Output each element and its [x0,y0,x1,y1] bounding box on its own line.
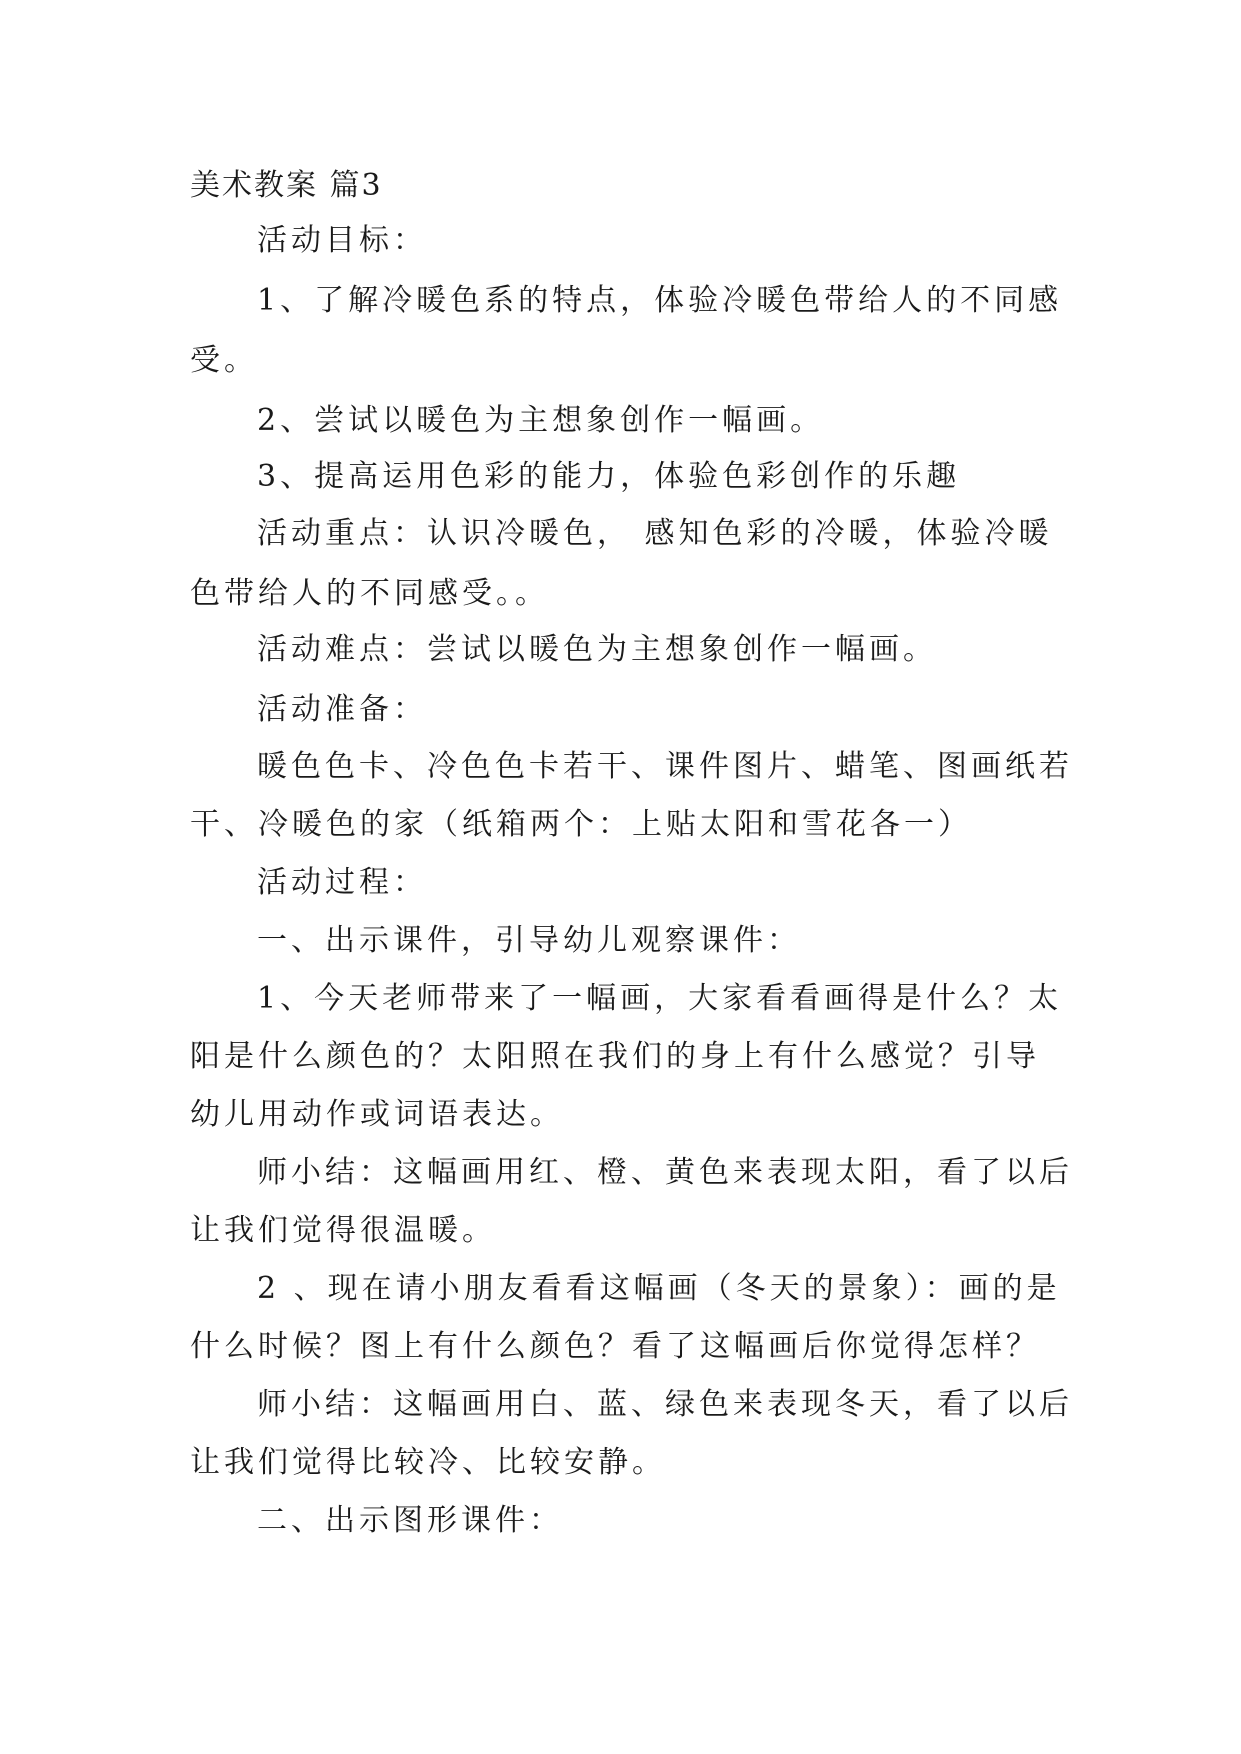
paragraph-line: 色带给人的不同感受。。 [190,576,549,611]
paragraph-line: 1、了解冷暖色系的特点，体验冷暖色带给人的不同感 [257,283,1063,318]
paragraph-line: 干、冷暖色的家（纸箱两个：上贴太阳和雪花各一） [190,807,972,842]
paragraph-line: 师小结：这幅画用红、橙、黄色来表现太阳，看了以后 [257,1155,1073,1190]
paragraph-line: 1、今天老师带来了一幅画，大家看看画得是什么？太 [257,981,1063,1016]
paragraph-line: 暖色色卡、冷色色卡若干、课件图片、蜡笔、图画纸若 [257,749,1073,784]
paragraph-line: 活动难点：尝试以暖色为主想象创作一幅画。 [257,632,937,667]
paragraph-line: 让我们觉得比较冷、比较安静。 [190,1445,666,1480]
paragraph-line: 让我们觉得很温暖。 [190,1213,496,1248]
paragraph-line: 2 、现在请小朋友看看这幅画（冬天的景象）：画的是 [257,1271,1061,1306]
paragraph-line: 活动目标： [257,223,427,258]
paragraph-line: 师小结：这幅画用白、蓝、绿色来表现冬天，看了以后 [257,1387,1073,1422]
paragraph-line: 活动准备： [257,692,427,727]
paragraph-line: 一、出示课件，引导幼儿观察课件： [257,923,801,958]
paragraph-line: 什么时候？图上有什么颜色？看了这幅画后你觉得怎样？ [190,1329,1040,1364]
paragraph-line: 活动重点：认识冷暖色， 感知色彩的冷暖，体验冷暖 [257,516,1053,551]
paragraph-line: 3、提高运用色彩的能力，体验色彩创作的乐趣 [257,459,961,494]
document-title: 美术教案 篇3 [190,168,383,203]
paragraph-line: 阳是什么颜色的？太阳照在我们的身上有什么感觉？引导 [190,1039,1040,1074]
paragraph-line: 2、尝试以暖色为主想象创作一幅画。 [257,403,825,438]
paragraph-line: 二、出示图形课件： [257,1503,563,1538]
paragraph-line: 活动过程： [257,865,427,900]
paragraph-line: 受。 [190,343,258,378]
paragraph-line: 幼儿用动作或词语表达。 [190,1097,564,1132]
